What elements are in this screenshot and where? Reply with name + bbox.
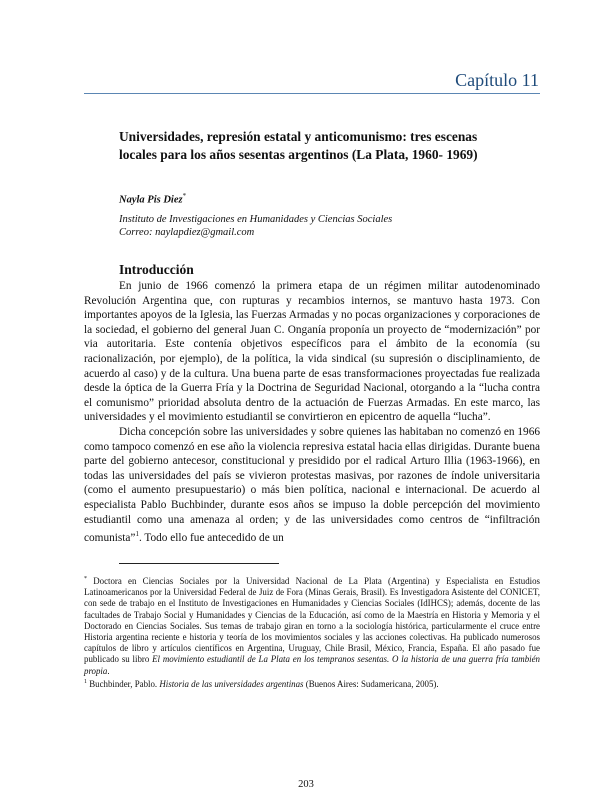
paragraph-2	[84, 425, 540, 546]
header-rule	[84, 93, 540, 94]
body-text	[84, 279, 540, 545]
article-title	[119, 128, 541, 164]
author-name: Nayla Pis Diez	[119, 194, 183, 206]
paragraph-2-text: Dicha concepción sobre las universidades y sobre quienes las habitaban no comenzó en 1966 como tampoco comenzó en ese año la violencia represiva estatal hacia ellas dirigidas. Durante buena parte del gobierno antecesor, constitucional y presidido por el radical Arturo Illia (1963-1966), en todas las universidades del país se vivieron protestas masivas, por razones de índole universitaria (como el aumento presupuestario) o más bien política, nacional e internacional. De acuerdo al especialista Pablo Buchbinder, durante esos años se impuso la doble percepción del movimiento estudiantil como una amenaza al orden; y de las universidades como centros de “infiltración comunista”	[84, 425, 540, 544]
footnote-author	[84, 574, 540, 677]
footnote-ref-1[interactable]: 1	[135, 530, 139, 539]
footnotes	[84, 574, 540, 690]
section-heading: Introducción	[119, 262, 194, 277]
article-title-line-1: Universidades, represión estatal y anticomunismo: tres escenas	[119, 129, 478, 144]
footnote-author-text: Doctora en Ciencias Sociales por la Universidad Nacional de La Plata (Argentina) y Especialista en Estudios Latinoamericanos por la Universidad Federal de Juiz de Fora (Minas Gerais, Brasil). Es Investigadora Asistente del CONICET, con sede de trabajo en el Instituto de Investigaciones en Humanidades y Ciencias Sociales (IdIHCS); además, docente de las facultades de Trabajo Social y Humanidades y Ciencias de la Educación, así como de la Maestría en Historia y Memoria y el Doctorado en Ciencias Sociales. Sus temas de trabajo giran en torno a la sociología histórica, particularmente el cruce entre Historia argentina reciente e historia y teoría de los movimientos sociales y las acciones colectivas. Ha publicado numerosos capítulos de libro y artículos científicos en Argentina, Uruguay, Chile Brasil, México, Francia, España. El año pasado fue publicado su libro	[84, 575, 540, 665]
footnote-1-text: Buchbinder, Pablo.	[87, 678, 160, 689]
footnote-1-end: (Buenos Aires: Sudamericana, 2005).	[303, 678, 439, 689]
footnote-1	[84, 677, 540, 690]
footnote-1-book: Historia de las universidades argentinas	[159, 678, 304, 689]
paragraph-1: En junio de 1966 comenzó la primera etapa de un régimen militar autodenominado Revolución Argentina que, con rupturas y recambios internos, se mantuvo hasta 1973. Con importantes apoyos de la Iglesia, las Fuerzas Armadas y no pocas organizaciones y corporaciones de la sociedad, el gobierno del general Juan C. Onganía proponía un proyecto de “modernización” por via autoritaria. Este contenía objetivos específicos para el ámbito de la economía (su racionalización, por ejemplo), de la política, la vida sindical (su supresión o disciplinamiento, de acuerdo al caso) y de la cultura. Una buena parte de esas transformaciones proyectadas fue realizada desde la óptica de la Guerra Fría y la Doctrina de Seguridad Nacional, otorgando a la “lucha contra el comunismo” prioridad absoluta dentro de la actuación de Fuerzas Armadas. En este marco, las universidades y el movimiento estudiantil se convirtieron en epicentro de aquella “lucha”.	[84, 280, 540, 424]
page-number: 203	[298, 779, 314, 790]
paragraph-2-tail: . Todo ello fue antecedido de un	[138, 531, 284, 544]
footnote-author-book: El movimiento estudiantil de La Plata en los tempranos sesentas. O la historia de una guerra fría también propia	[84, 654, 540, 676]
footnote-author-end: .	[107, 665, 110, 676]
footnote-separator	[119, 563, 279, 564]
author-line	[119, 192, 186, 206]
article-title-line-2: locales para los años sesentas argentinos (La Plata, 1960- 1969)	[119, 147, 478, 162]
author-affiliation	[119, 213, 392, 239]
author-institution: Instituto de Investigaciones en Humanidades y Ciencias Sociales	[119, 214, 393, 225]
author-footnote-marker: *	[182, 192, 187, 200]
footnote-author-marker: *	[84, 576, 87, 582]
footnote-1-marker: 1	[84, 678, 87, 685]
chapter-label: Capítulo 11	[455, 70, 539, 90]
author-email: Correo: naylapdiez@gmail.com	[119, 227, 255, 238]
